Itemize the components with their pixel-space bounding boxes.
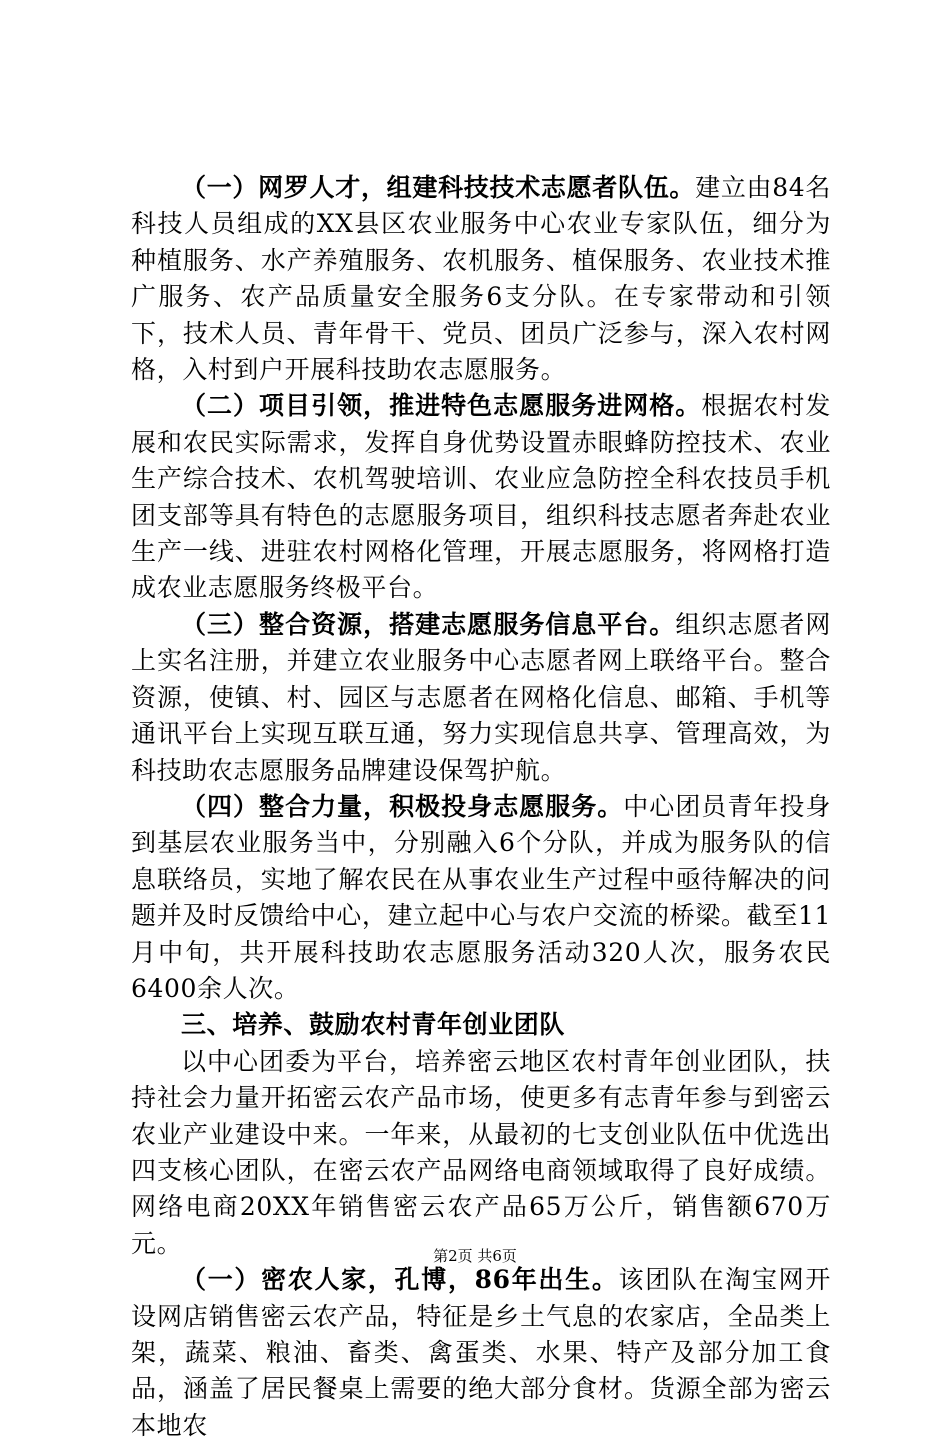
paragraph-3-lead: （三）整合资源，搭建志愿服务信息平台。 [181, 609, 676, 639]
page-number-footer: 第2页 共6页 [433, 1247, 517, 1265]
paragraph-3-text: 组织志愿者网上实名注册，并建立农业服务中心志愿者网上联络平台。整合资源，使镇、村、园区与志愿者在网格化信息、邮箱、手机等通讯平台上实现互联互通，努力实现信息共享、管理高效，为科技助农志愿服务品牌建设保驾护航。 [131, 609, 831, 785]
section-paragraph-2-lead: （一）密农人家，孔博，86年出生。 [181, 1265, 619, 1295]
paragraph-1-lead: （一）网罗人才，组建科技技术志愿者队伍。 [181, 173, 696, 202]
section-heading: 三、培养、鼓励农村青年创业团队 [181, 1010, 566, 1040]
section-paragraph-1-text: 以中心团委为平台，培养密云地区农村青年创业团队，扶持社会力量开拓密云农产品市场，使更多有志青年参与到密云农业产业建设中来。一年来，从最初的七支创业队伍中优选出四支核心团队，在密云农产品网络电商领域取得了良好成绩。网络电商20XX年销售密云农产品65万公斤，销售额670万元。 [131, 1046, 831, 1258]
paragraph-1-text: 建立由84名科技人员组成的XX县区农业服务中心农业专家队伍，细分为种植服务、水产养殖服务、农机服务、植保服务、农业技术推广服务、农产品质量安全服务6支分队。在专家带动和引领下，技术人员、青年骨干、党员、团员广泛参与，深入农村网格，入村到户开展科技助农志愿服务。 [131, 173, 831, 385]
paragraph-4-lead: （四）整合力量，积极投身志愿服务。 [181, 791, 624, 821]
paragraph-2 [131, 388, 831, 606]
paragraph-2-text: 根据农村发展和农民实际需求，发挥自身优势设置赤眼蜂防控技术、农业生产综合技术、农机驾驶培训、农业应急防控全科农技员手机团支部等具有特色的志愿服务项目，组织科技志愿者奔赴农业生产一线、进驻农村网格化管理，开展志愿服务，将网格打造成农业志愿服务终极平台。 [131, 391, 831, 603]
section-paragraph-2-text: 该团队在淘宝网开设网店销售密云农产品，特征是乡土气息的农家店，全品类上架，蔬菜、粮油、畜类、禽蛋类、水果、特产及部分加工食品，涵盖了居民餐桌上需要的绝大部分食材。货源全部为密云本地农 [131, 1265, 831, 1440]
paragraph-4-text: 中心团员青年投身到基层农业服务当中，分别融入6个分队，并成为服务队的信息联络员，实地了解农民在从事农业生产过程中亟待解决的问题并及时反馈给中心，建立起中心与农户交流的桥梁。截至11月中旬，共开展科技助农志愿服务活动320人次，服务农民6400余人次。 [131, 791, 831, 1003]
paragraph-1 [131, 170, 831, 388]
section-paragraph-2 [131, 1262, 831, 1444]
paragraph-2-lead: （二）项目引领，推进特色志愿服务进网格。 [181, 391, 702, 421]
section-paragraph-1 [131, 1044, 831, 1262]
paragraph-3 [131, 607, 831, 789]
paragraph-4 [131, 789, 831, 1007]
